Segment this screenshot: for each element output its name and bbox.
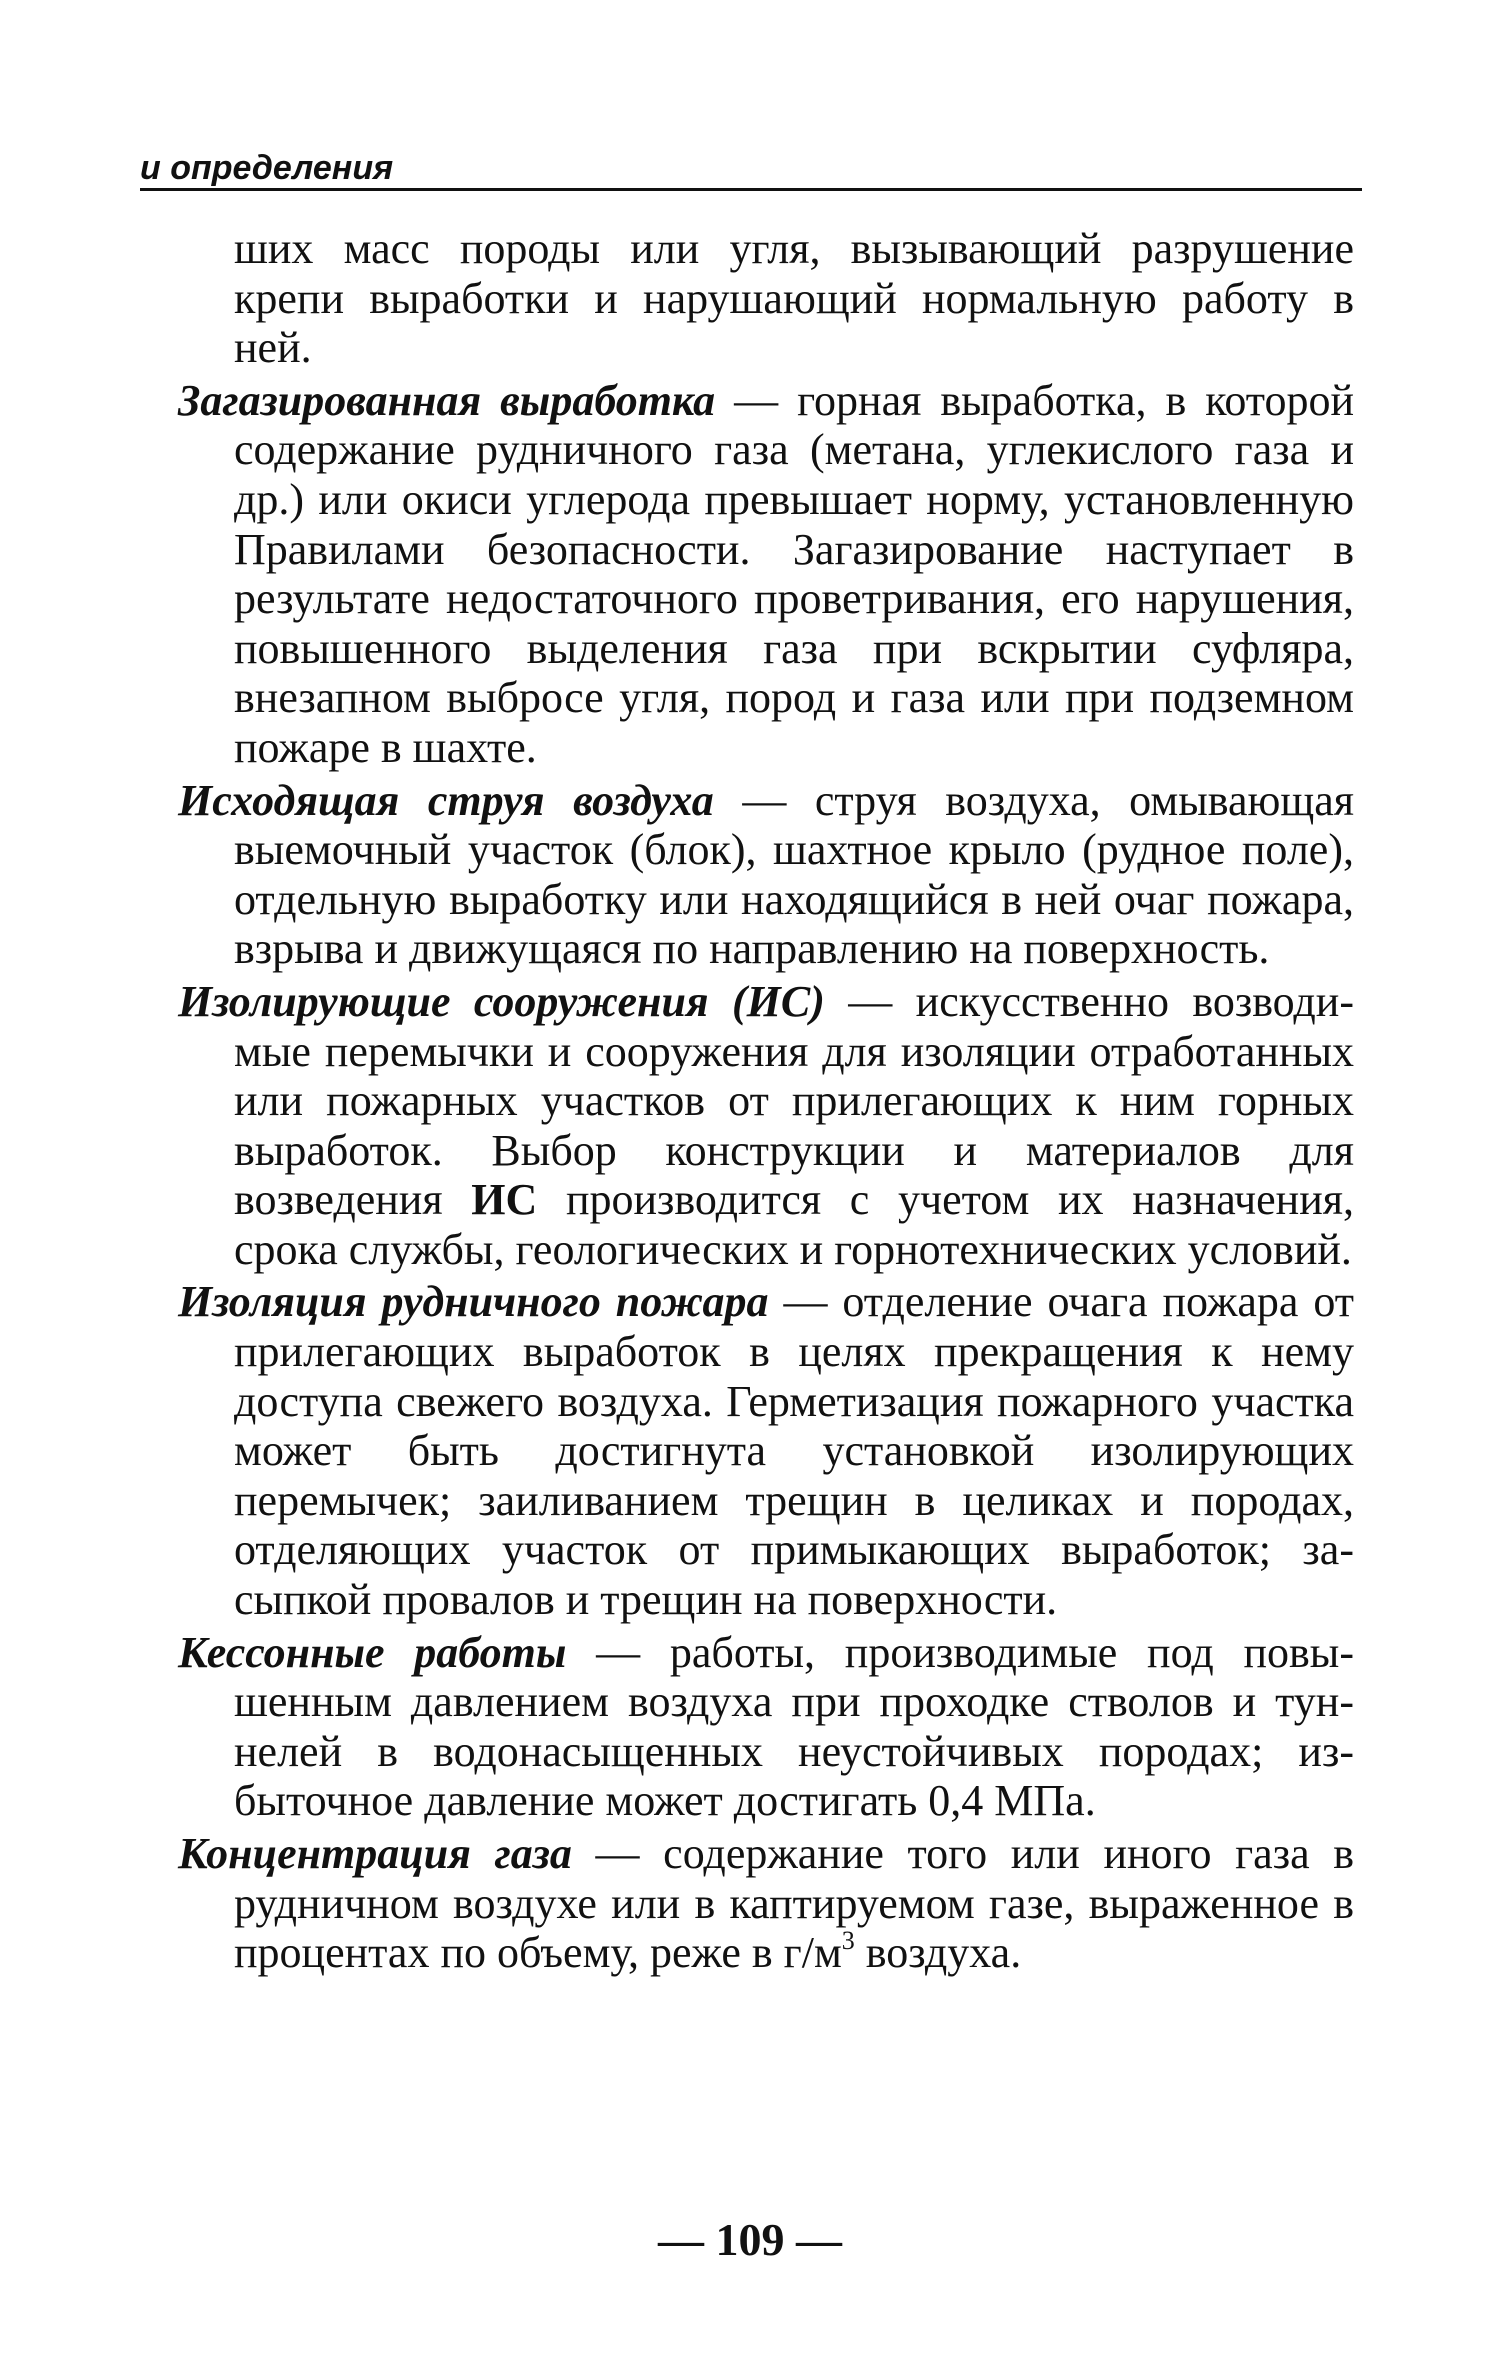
entry-kessonnye-raboty <box>178 1628 1354 1826</box>
entry-text: производится с учетом их назначения, срока службы, геологических и горнотехнических условий. <box>234 1175 1354 1274</box>
entry-term: Загазированная выработка <box>178 375 716 425</box>
entry-text: — искусственно возводимые перемычки и сооружения для изоляции отработанных или пожарных участков от прилегающих к ним горных выработок. Выбор конструкции и материалов для возведения <box>234 976 1354 1225</box>
entry-abbreviation: ИС <box>471 1175 538 1225</box>
entry-text: воздуха. <box>854 1928 1022 1978</box>
entry-term: Исходящая струя воздуха <box>178 775 714 825</box>
header-rule <box>140 188 1362 191</box>
entry-term: Изоляция рудничного пожара <box>178 1277 769 1327</box>
entry-continuation <box>178 224 1354 373</box>
glossary-body <box>178 224 1354 1978</box>
entry-izoliruyushchie-sooruzheniya <box>178 977 1354 1275</box>
entry-izolyatsiya-pozhara <box>178 1277 1354 1624</box>
entry-iskhodyashchaya-struya <box>178 776 1354 974</box>
page-number: — 109 — <box>658 2214 842 2265</box>
entry-text: — работы, производимые под повышенным давлением воздуха при проходке стволов и туннелей в водонасыщенных неустойчивых породах; избыточное давление может достигать 0,4 МПа. <box>234 1627 1354 1826</box>
entry-kontsentratsiya-gaza <box>178 1829 1354 1978</box>
running-head: и определения <box>140 149 394 187</box>
entry-text: ших масс породы или угля, вызывающий разрушение крепи выработки и нарушающий нормальную работу в ней. <box>234 224 1354 373</box>
entry-term: Кессонные работы <box>178 1627 567 1677</box>
entry-text: — струя воздуха, омывающая выемочный участок (блок), шахтное крыло (рудное поле), отдельную выработку или находящийся в ней очаг пожара, взрыва и движущаяся по направлению на поверхность. <box>234 775 1354 974</box>
entry-zagazirovannaya-vyrabotka <box>178 376 1354 773</box>
entry-text: — содержание того или иного газа в рудничном воздухе или в каптируемом газе, выраженное в процентах по объему, реже в г/м <box>234 1829 1355 1978</box>
superscript: 3 <box>841 1926 855 1956</box>
entry-text: — отделение очага пожара от прилегающих выработок в целях прекращения к нему доступа свежего воздуха. Герметизация пожарного участка может быть достигнута установкой изолирующих перемычек; заиливанием трещин в целиках и породах, отделяющих участок от примыкающих выработок; засыпкой провалов и трещин на поверхности. <box>234 1277 1354 1625</box>
entry-term: Изолирующие сооружения (ИС) <box>178 976 825 1026</box>
entry-term: Концентрация газа <box>178 1829 572 1878</box>
entry-text: — горная выработка, в которой содержание рудничного газа (метана, углекислого газа и др.) или окиси углерода превышает норму, установленную Правилами безопасности. Загазирование наступает в результате недостаточного проветривания, его нарушения, повышенного выделения газа при вскрытии суфляра, внезапном выбросе угля, пород и газа или при подземном пожаре в шахте. <box>234 375 1354 772</box>
